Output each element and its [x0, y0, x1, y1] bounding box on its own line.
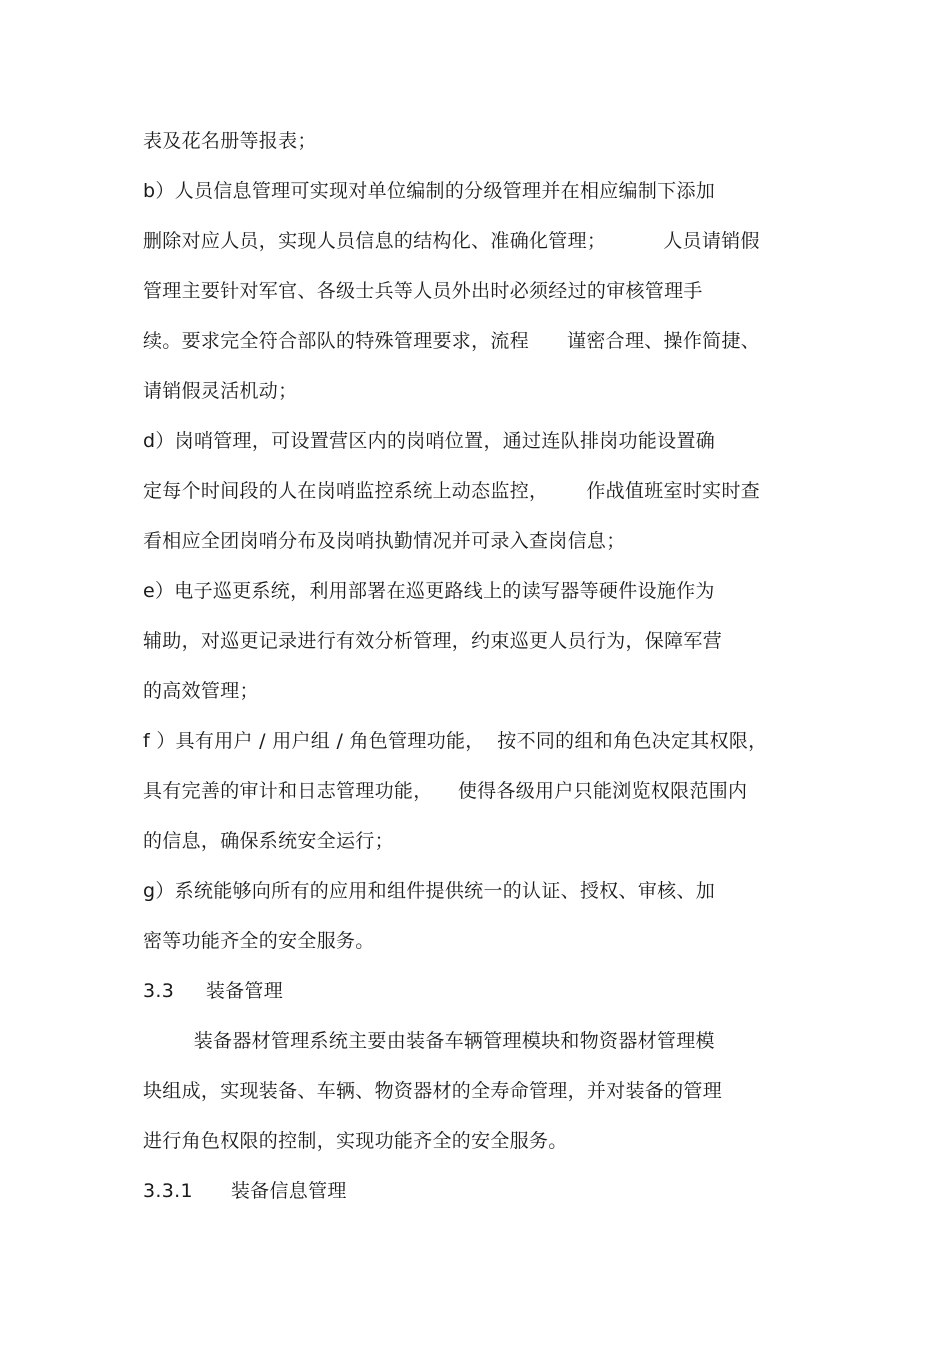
text-line: 续。要求完全符合部队的特殊管理要求，流程 谨密合理、操作简捷、 [143, 330, 761, 352]
text-line: 装备器材管理系统主要由装备车辆管理模块和物资器材管理模 [143, 1030, 715, 1052]
text-line: 的信息，确保系统安全运行； [143, 830, 394, 852]
text-line: b）人员信息管理可实现对单位编制的分级管理并在相应编制下添加 [143, 180, 716, 202]
text-line: g）系统能够向所有的应用和组件提供统一的认证、授权、审核、加 [143, 880, 716, 902]
subsection-heading: 3.3.1 装备信息管理 [143, 1180, 347, 1202]
text-line: 定每个时间段的人在岗哨监控系统上动态监控， 作战值班室时实时查 [143, 480, 761, 502]
text-line: d）岗哨管理，可设置营区内的岗哨位置，通过连队排岗功能设置确 [143, 430, 716, 452]
section-heading: 3.3 装备管理 [143, 980, 284, 1002]
text-line: f ）具有用户 / 用户组 / 角色管理功能， 按不同的组和角色决定其权限， [143, 730, 768, 752]
text-line: e）电子巡更系统，利用部署在巡更路线上的读写器等硬件设施作为 [143, 580, 715, 602]
text-line: 看相应全团岗哨分布及岗哨执勤情况并可录入查岗信息； [143, 530, 626, 552]
text-line: 删除对应人员，实现人员信息的结构化、准确化管理； 人员请销假 [143, 230, 760, 252]
text-line: 请销假灵活机动； [143, 380, 298, 402]
text-line: 管理主要针对军官、各级士兵等人员外出时必须经过的审核管理手 [143, 280, 703, 302]
text-line: 具有完善的审计和日志管理功能， 使得各级用户只能浏览权限范围内 [143, 780, 748, 802]
text-line: 密等功能齐全的安全服务。 [143, 930, 375, 952]
text-line: 进行角色权限的控制，实现功能齐全的安全服务。 [143, 1130, 568, 1152]
text-line: 块组成，实现装备、车辆、物资器材的全寿命管理，并对装备的管理 [143, 1080, 723, 1102]
text-line: 表及花名册等报表； [143, 130, 317, 152]
text-line: 辅助，对巡更记录进行有效分析管理，约束巡更人员行为，保障军营 [143, 630, 723, 652]
text-line: 的高效管理； [143, 680, 259, 702]
